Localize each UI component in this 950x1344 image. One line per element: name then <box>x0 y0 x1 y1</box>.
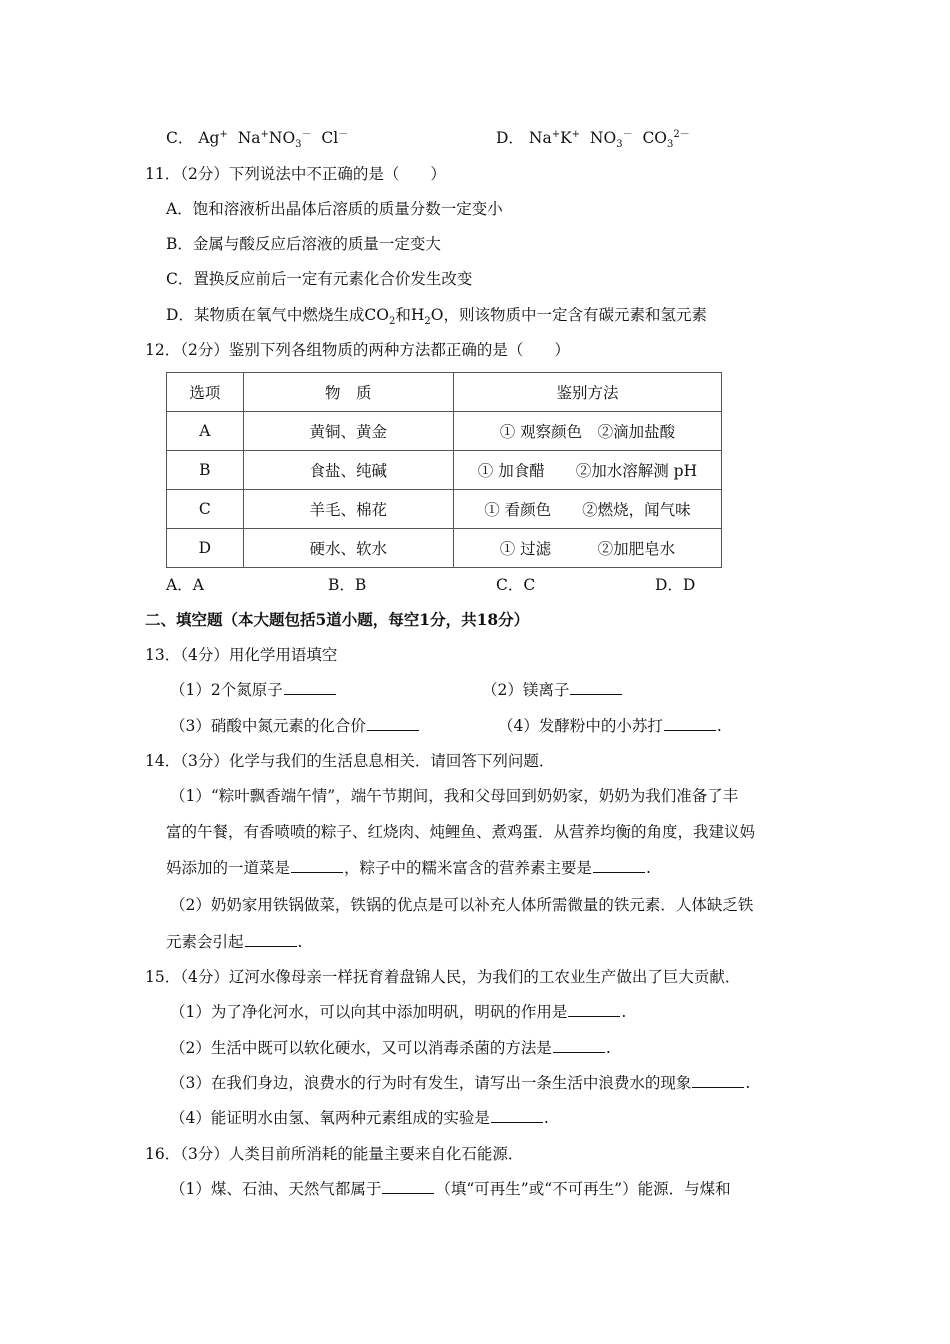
q16-stem: 16．（3分）人类目前所消耗的能量主要来自化石能源． <box>145 1145 524 1163</box>
q15-part-2: （2）生活中既可以软化硬水，又可以消毒杀菌的方法是 . <box>170 1039 611 1057</box>
table-header: 物 质 <box>243 373 453 412</box>
q16-part-1: （1）煤、石油、天然气都属于 （填“可再生”或“不可再生”）能源．与煤和 <box>170 1180 731 1198</box>
q15-stem: 15．（4分）辽河水像母亲一样抚育着盘锦人民，为我们的工农业生产做出了巨大贡献． <box>145 968 741 986</box>
answer-blank[interactable] <box>491 1108 543 1123</box>
answer-blank[interactable] <box>291 858 343 873</box>
answer-blank[interactable] <box>284 680 336 695</box>
answer-blank[interactable] <box>245 932 297 947</box>
q15-part-3: （3）在我们身边，浪费水的行为时有发生，请写出一条生活中浪费水的现象 . <box>170 1074 751 1092</box>
section-heading: 二、填空题（本大题包括5道小题，每空1分，共18分） <box>145 610 530 629</box>
table-cell: 食盐、纯碱 <box>243 451 453 490</box>
q13-part-4: （4）发酵粉中的小苏打 . <box>498 717 722 735</box>
q15-part-1: （1）为了净化河水，可以向其中添加明矾，明矾的作用是 . <box>170 1003 627 1021</box>
table-cell: B <box>167 451 244 490</box>
q12-answer-a: A．A <box>166 576 204 594</box>
table-header-row <box>167 373 722 412</box>
answer-blank[interactable] <box>568 1002 620 1017</box>
table-cell: ① 观察颜色 ②滴加盐酸 <box>453 412 721 451</box>
q10-option-d: D． Na+K+ $NO_3^-$ $CO_3^{2-}$ <box>496 128 690 151</box>
q11-stem: 11．（2分）下列说法中不正确的是（ ） <box>145 165 446 183</box>
table-cell: ① 加食醋 ②加水溶解测 pH <box>453 451 721 490</box>
q14-part-1-line-3: 妈添加的一道菜是 ，粽子中的糯米富含的营养素主要是 . <box>166 859 651 877</box>
table-cell: D <box>167 529 244 568</box>
answer-blank[interactable] <box>570 680 622 695</box>
q13-part-1: （1）2个氮原子 <box>170 680 337 700</box>
q14-part-2-line-2: 元素会引起 . <box>166 933 303 951</box>
table-cell: ① 过滤 ②加肥皂水 <box>453 529 721 568</box>
answer-blank[interactable] <box>367 716 419 731</box>
table-cell: A <box>167 412 244 451</box>
q11-option-a: A．饱和溶液析出晶体后溶质的质量分数一定变小 <box>166 200 503 218</box>
q15-part-4: （4）能证明水由氢、氧两种元素组成的实验是 . <box>170 1109 549 1127</box>
q14-part-1-line-1: （1）“粽叶飘香端午情”，端午节期间，我和父母回到奶奶家，奶奶为我们准备了丰 <box>170 787 739 805</box>
table-row <box>167 412 722 451</box>
table-row <box>167 490 722 529</box>
table-cell: 羊毛、棉花 <box>243 490 453 529</box>
q11-option-b: B．金属与酸反应后溶液的质量一定变大 <box>166 235 441 253</box>
q12-answer-d: D．D <box>655 576 696 594</box>
table-cell: 黄铜、黄金 <box>243 412 453 451</box>
table-row <box>167 451 722 490</box>
q12-table <box>166 372 722 568</box>
q13-part-2: （2）镁离子 <box>482 680 623 700</box>
answer-blank[interactable] <box>553 1038 605 1053</box>
q11-option-d: D．某物质在氧气中燃烧生成$CO_2$和$H_2O$，则该物质中一定含有碳元素和氢元素 <box>166 306 707 328</box>
table-row <box>167 529 722 568</box>
table-header: 选项 <box>167 373 244 412</box>
answer-blank[interactable] <box>382 1179 434 1194</box>
q12-answer-b: B．B <box>328 576 367 594</box>
answer-blank[interactable] <box>692 1073 744 1088</box>
answer-blank[interactable] <box>593 858 645 873</box>
q13-part-3: （3）硝酸中氮元素的化合价 <box>170 716 420 736</box>
answer-blank[interactable] <box>664 716 716 731</box>
table-cell: 硬水、软水 <box>243 529 453 568</box>
q14-stem: 14．（3分）化学与我们的生活息息相关．请回答下列问题． <box>145 752 555 770</box>
q12-answer-c: C．C <box>496 576 536 594</box>
q12-stem: 12．（2分）鉴别下列各组物质的两种方法都正确的是（ ） <box>145 341 570 359</box>
q14-part-1-line-2: 富的午餐，有香喷喷的粽子、红烧肉、炖鲤鱼、煮鸡蛋．从营养均衡的角度，我建议妈 <box>166 823 756 841</box>
q10-option-c: C． Ag+ $Na^+NO_3^-$ Cl－ <box>166 128 349 151</box>
table-cell: C <box>167 490 244 529</box>
q14-part-2-line-1: （2）奶奶家用铁锅做菜，铁锅的优点是可以补充人体所需微量的铁元素．人体缺乏铁 <box>170 896 754 914</box>
q11-option-c: C．置换反应前后一定有元素化合价发生改变 <box>166 270 473 288</box>
table-cell: ① 看颜色 ②燃烧，闻气味 <box>453 490 721 529</box>
table-header: 鉴别方法 <box>453 373 721 412</box>
q13-stem: 13．（4分）用化学用语填空 <box>145 646 338 664</box>
